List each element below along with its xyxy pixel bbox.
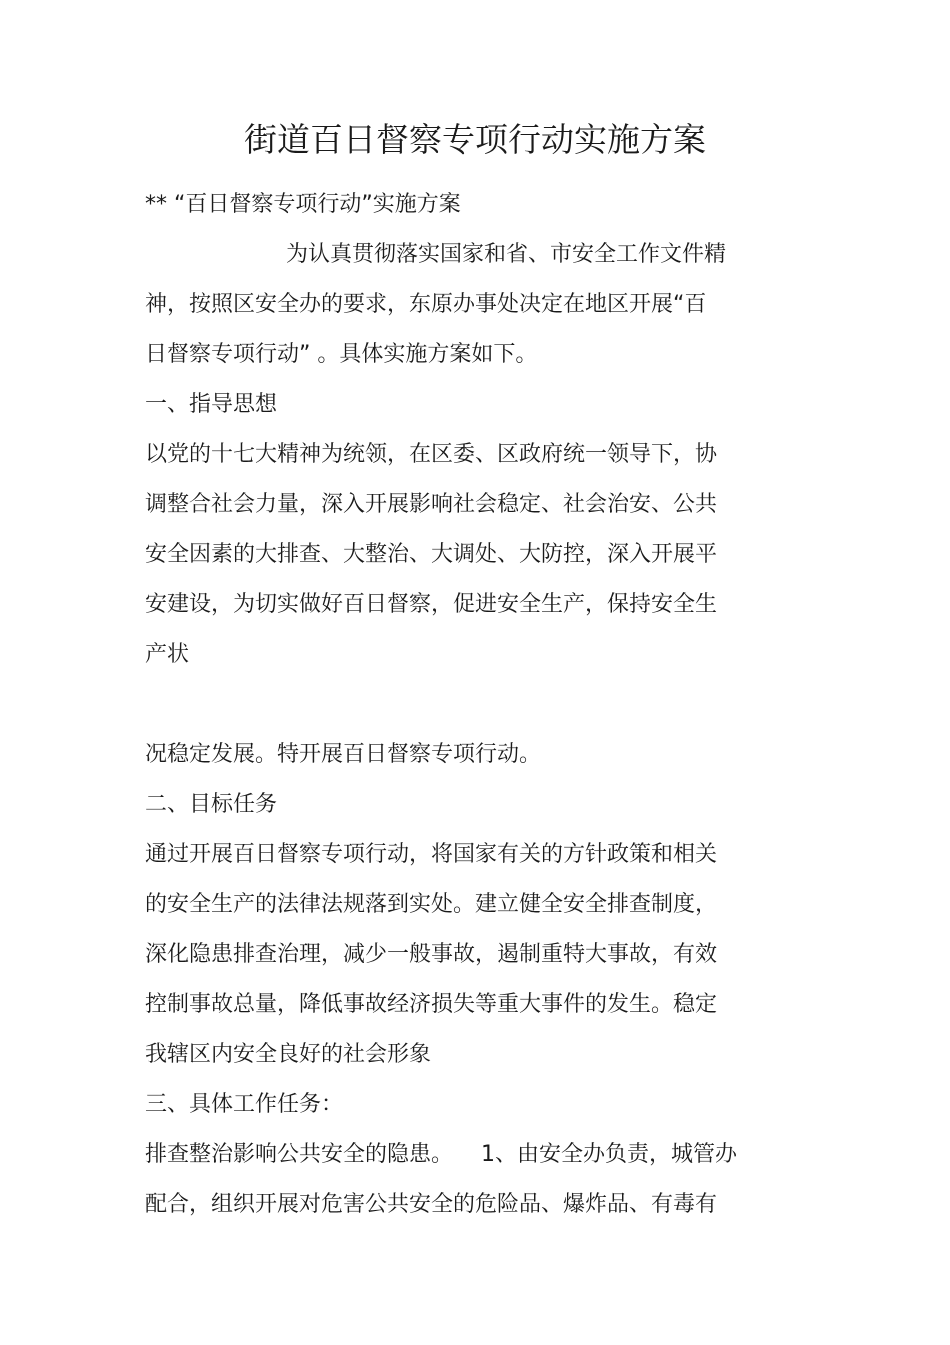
paragraph-line: 配合，组织开展对危害公共安全的危险品、爆炸品、有毒有 bbox=[145, 1192, 718, 1217]
paragraph-line: 以党的十七大精神为统领，在区委、区政府统一领导下，协 bbox=[145, 442, 718, 467]
section-heading: 一、指导思想 bbox=[145, 392, 278, 417]
subtitle-line: ** “百日督察专项行动”实施方案 bbox=[145, 192, 461, 217]
paragraph-line: 产状 bbox=[145, 642, 190, 667]
paragraph-line: 神，按照区安全办的要求，东原办事处决定在地区开展“百 bbox=[145, 292, 707, 317]
section-heading: 二、目标任务 bbox=[145, 792, 278, 817]
paragraph-line: 安建设，为切实做好百日督察，促进安全生产，保持安全生 bbox=[145, 592, 718, 617]
paragraph-line: 为认真贯彻落实国家和省、市安全工作文件精 bbox=[286, 242, 727, 267]
document-title: 街道百日督察专项行动实施方案 bbox=[244, 120, 706, 159]
paragraph-line: 日督察专项行动” 。具体实施方案如下。 bbox=[145, 342, 538, 367]
paragraph-line: 的安全生产的法律法规落到实处。建立健全安全排查制度， bbox=[145, 892, 718, 917]
paragraph-line: 况稳定发展。特开展百日督察专项行动。 bbox=[145, 742, 542, 767]
paragraph-line: 安全因素的大排查、大整治、大调处、大防控，深入开展平 bbox=[145, 542, 718, 567]
paragraph-line: 通过开展百日督察专项行动，将国家有关的方针政策和相关 bbox=[145, 842, 718, 867]
paragraph-line: 排查整治影响公共安全的隐患。 1、由安全办负责，城管办 bbox=[145, 1142, 737, 1167]
paragraph-line: 深化隐患排查治理，减少一般事故，遏制重特大事故，有效 bbox=[145, 942, 718, 967]
paragraph-line: 控制事故总量，降低事故经济损失等重大事件的发生。稳定 bbox=[145, 992, 718, 1017]
paragraph-line: 我辖区内安全良好的社会形象 bbox=[145, 1042, 432, 1067]
paragraph-line: 调整合社会力量，深入开展影响社会稳定、社会治安、公共 bbox=[145, 492, 718, 517]
section-heading: 三、具体工作任务： bbox=[145, 1092, 344, 1117]
